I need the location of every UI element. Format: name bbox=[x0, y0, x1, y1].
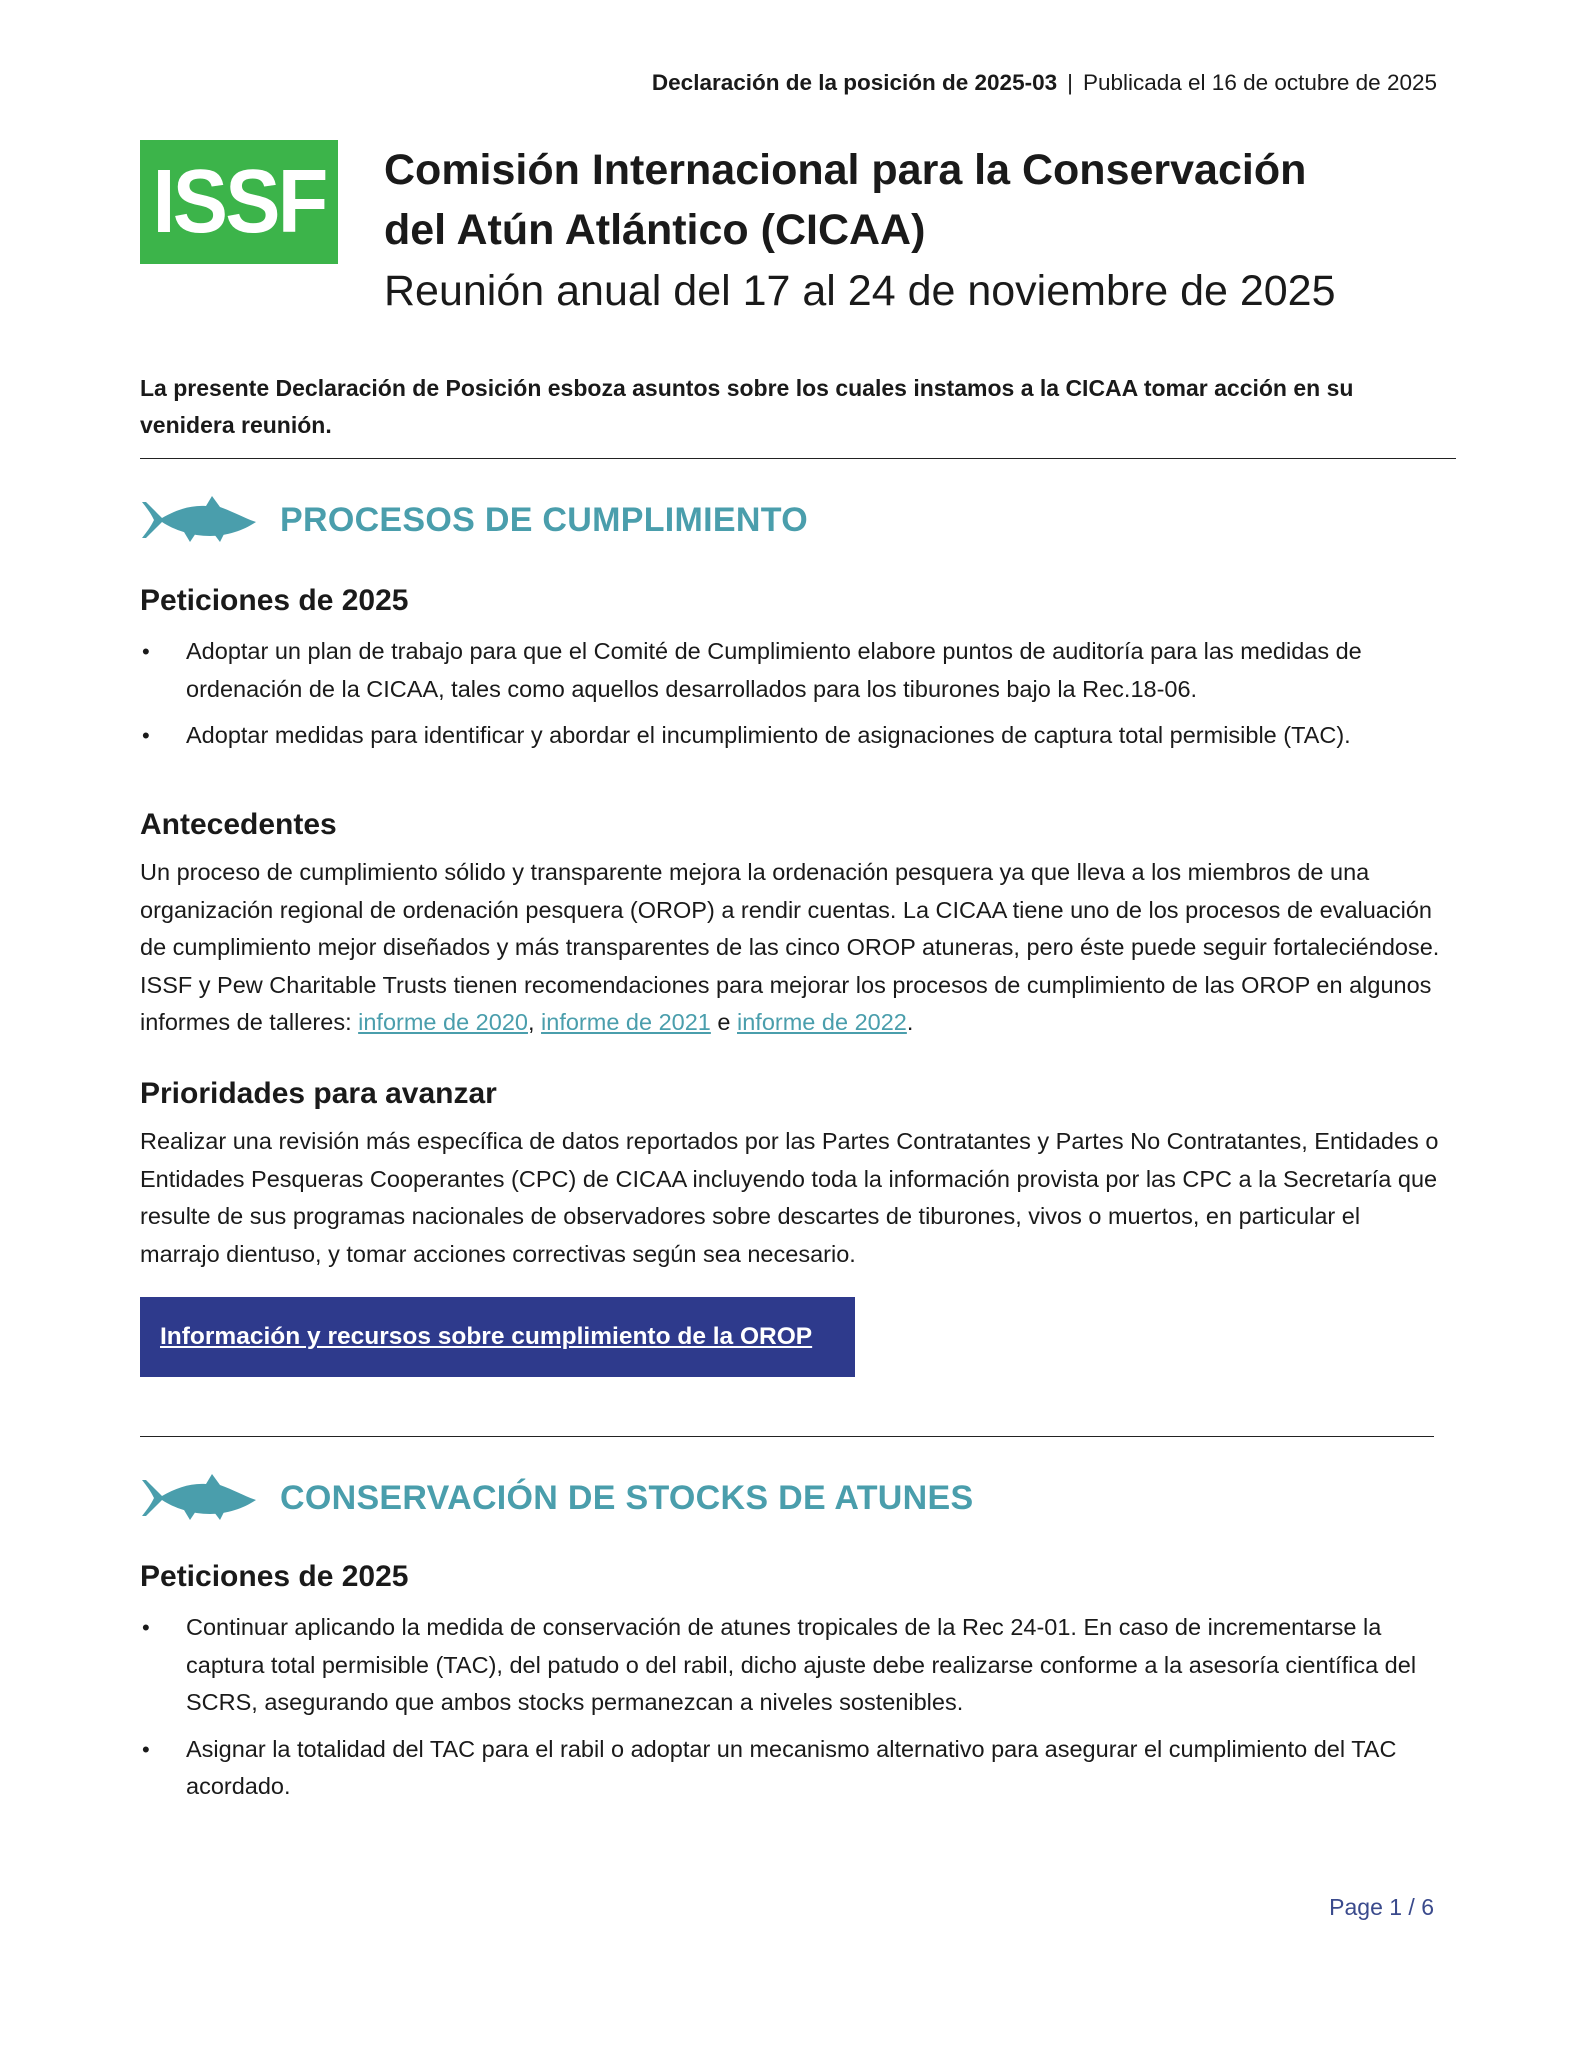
tuna-fish-icon bbox=[140, 492, 258, 548]
list-item-text: Continuar aplicando la medida de conservación de atunes tropicales de la Rec 24-01. En caso de incrementarse la captura total permisible (TAC), del patudo o del rabil, dicho ajuste debe realizarse conforme a la asesoría científica del SCRS, asegurando que ambos stocks permanezcan a niveles sostenibles. bbox=[186, 1614, 1417, 1715]
requests-list bbox=[140, 633, 1430, 764]
divider bbox=[140, 458, 1456, 459]
header-separator: | bbox=[1067, 70, 1073, 95]
title-line-2: del Atún Atlántico (CICAA) bbox=[384, 206, 926, 254]
section-compliance-header bbox=[140, 490, 808, 550]
priorities-paragraph: Realizar una revisión más específica de datos reportados por las Partes Contratantes y Partes No Contratantes, Entidades o Entidades Pesqueras Cooperantes (CPC) de CICAA incluyendo toda la información provista por las CPC a la Secretaría que resulte de sus programas nacionales de observadores sobre descartes de tiburones, vivos o muertos, en particular el marrajo dientuso, y tomar acciones correctivas según sea necesario. bbox=[140, 1128, 1439, 1267]
sentence-end: . bbox=[906, 1009, 914, 1035]
meeting-dates: Reunión anual del 17 al 24 de noviembre de 2025 bbox=[384, 267, 1336, 315]
requests-heading: Peticiones de 2025 bbox=[140, 584, 409, 617]
bullet-icon: • bbox=[142, 639, 150, 664]
bullet-icon: • bbox=[142, 1736, 150, 1762]
report-2022-link[interactable]: informe de 2022 bbox=[737, 1009, 907, 1035]
list-item-text: Adoptar un plan de trabajo para que el Comité de Cumplimiento elabore puntos de auditoría para las medidas de ordenación de la CICAA, tales como aquellos desarrollados para los tiburones bajo la Rec.18-06. bbox=[186, 638, 1362, 702]
bullet-icon: • bbox=[142, 723, 150, 748]
title-line-1: Comisión Internacional para la Conservación bbox=[384, 146, 1307, 194]
divider bbox=[140, 1436, 1434, 1437]
requests-heading: Peticiones de 2025 bbox=[140, 1560, 409, 1593]
compliance-resources-button[interactable] bbox=[140, 1297, 855, 1377]
section-title: PROCESOS DE CUMPLIMIENTO bbox=[280, 500, 808, 539]
issf-logo-text: ISSF bbox=[152, 151, 326, 252]
section-title: CONSERVACIÓN DE STOCKS DE ATUNES bbox=[280, 1478, 974, 1517]
publish-date: Publicada el 16 de octubre de 2025 bbox=[1082, 70, 1437, 95]
background-text: Un proceso de cumplimiento sólido y transparente mejora la ordenación pesquera ya que lleva a los miembros de una organización regional de ordenación pesquera (OROP) a rendir cuentas. La CICAA tiene uno de los procesos de evaluación de cumplimiento mejor diseñados y más transparentes de las cinco OROP atuneras, pero éste puede seguir fortaleciéndose. ISSF y Pew Charitable Trusts tienen recomendaciones para mejorar los procesos de cumplimiento de las OROP en algunos informes de talleres: bbox=[140, 859, 1440, 1035]
header-meta bbox=[652, 70, 1437, 96]
list-item-text: Adoptar medidas para identificar y abordar el incumplimiento de asignaciones de captura total permisible (TAC). bbox=[186, 722, 1351, 748]
list-item-text: Asignar la totalidad del TAC para el rabil o adoptar un mecanismo alternativo para asegurar el cumplimiento del TAC acordado. bbox=[186, 1735, 1397, 1799]
priorities-heading: Prioridades para avanzar bbox=[140, 1077, 497, 1110]
link-separator: , bbox=[527, 1009, 542, 1035]
page-number: Page 1 / 6 bbox=[1329, 1894, 1434, 1920]
link-separator: e bbox=[710, 1009, 738, 1035]
page-title bbox=[384, 140, 1444, 322]
list-item bbox=[140, 1609, 1430, 1722]
list-item bbox=[140, 1731, 1430, 1806]
background-paragraph bbox=[140, 854, 1440, 1042]
tuna-fish-icon bbox=[140, 1470, 258, 1526]
section-stocks-header bbox=[140, 1468, 973, 1528]
requests-list bbox=[140, 1609, 1430, 1815]
issf-logo bbox=[140, 140, 338, 264]
bullet-icon: • bbox=[142, 1615, 150, 1640]
list-item bbox=[140, 633, 1430, 708]
document-id: Declaración de la posición de 2025-03 bbox=[651, 70, 1058, 95]
list-item bbox=[140, 717, 1430, 755]
report-2020-link[interactable]: informe de 2020 bbox=[358, 1009, 528, 1035]
intro-statement: La presente Declaración de Posición esboza asuntos sobre los cuales instamos a la CICAA tomar acción en su venidera reunión. bbox=[140, 375, 1354, 438]
report-2021-link[interactable]: informe de 2021 bbox=[541, 1009, 711, 1035]
background-heading: Antecedentes bbox=[140, 808, 337, 841]
compliance-resources-label: Información y recursos sobre cumplimiento de la OROP bbox=[160, 1323, 813, 1350]
